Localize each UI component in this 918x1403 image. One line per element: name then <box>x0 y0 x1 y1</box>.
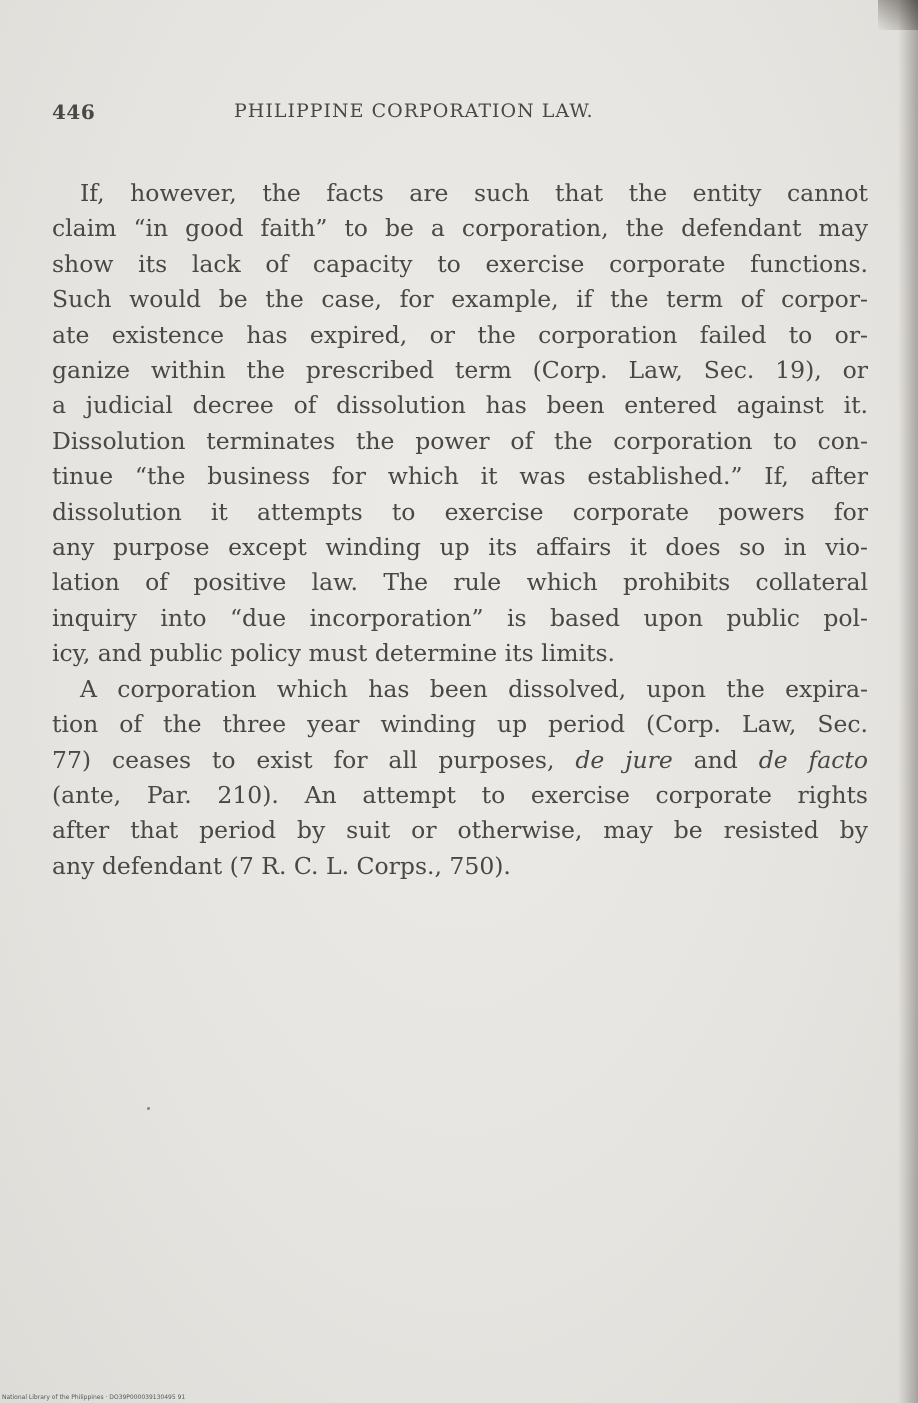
text-line: a judicial decree of dissolution has been entered against it. <box>52 391 868 420</box>
text-line: tinue “the business for which it was established.” If, after <box>52 462 868 491</box>
text-line-with-italics <box>52 743 868 778</box>
text-line: Dissolution terminates the power of the corporation to con- <box>52 426 868 455</box>
paragraph-2 <box>52 672 868 884</box>
text-line: dissolution it attempts to exercise corporate powers for <box>52 497 868 526</box>
text-line: If, however, the facts are such that the entity cannot <box>80 179 868 207</box>
text-line: any defendant (7 R. C. L. Corps., 750). <box>52 851 511 880</box>
page-corner-shadow <box>878 0 918 30</box>
text-segment: and <box>672 745 759 774</box>
text-line: icy, and public policy must determine its limits. <box>52 639 615 668</box>
text-line: claim “in good faith” to be a corporation, the defendant may <box>52 214 868 243</box>
page-header <box>52 100 868 130</box>
text-segment: 77) ceases to exist for all purposes, <box>52 745 576 774</box>
text-line: A corporation which has been dissolved, upon the expira- <box>80 674 868 703</box>
page-number: 446 <box>52 100 96 124</box>
text-line: any purpose except winding up its affairs it does so in vio- <box>52 533 868 562</box>
text-line: ganize within the prescribed term (Corp. Law, Sec. 19), or <box>52 356 868 385</box>
text-line: lation of positive law. The rule which prohibits collateral <box>52 568 868 597</box>
text-line: inquiry into “due incorporation” is based upon public pol- <box>52 603 868 632</box>
paper-speck <box>147 1107 150 1110</box>
paragraph-1 <box>52 176 868 672</box>
text-line: after that period by suit or otherwise, may be resisted by <box>52 816 868 845</box>
text-line: (ante, Par. 210). An attempt to exercise corporate rights <box>52 780 868 809</box>
text-line: tion of the three year winding up period (Corp. Law, Sec. <box>52 710 868 739</box>
italic-term-de-facto: de facto <box>758 745 868 774</box>
text-line: show its lack of capacity to exercise corporate functions. <box>52 249 868 278</box>
body-text <box>52 176 868 884</box>
scan-credit: National Library of the Philippines · DO39P000039130495 91 <box>2 1394 186 1401</box>
text-line: Such would be the case, for example, if the term of corpor- <box>52 285 868 314</box>
running-title: PHILIPPINE CORPORATION LAW. <box>234 100 594 122</box>
page-edge-shadow <box>898 0 918 1403</box>
text-line: ate existence has expired, or the corporation failed to or- <box>52 320 868 349</box>
italic-term-de-jure: de jure <box>575 745 673 774</box>
